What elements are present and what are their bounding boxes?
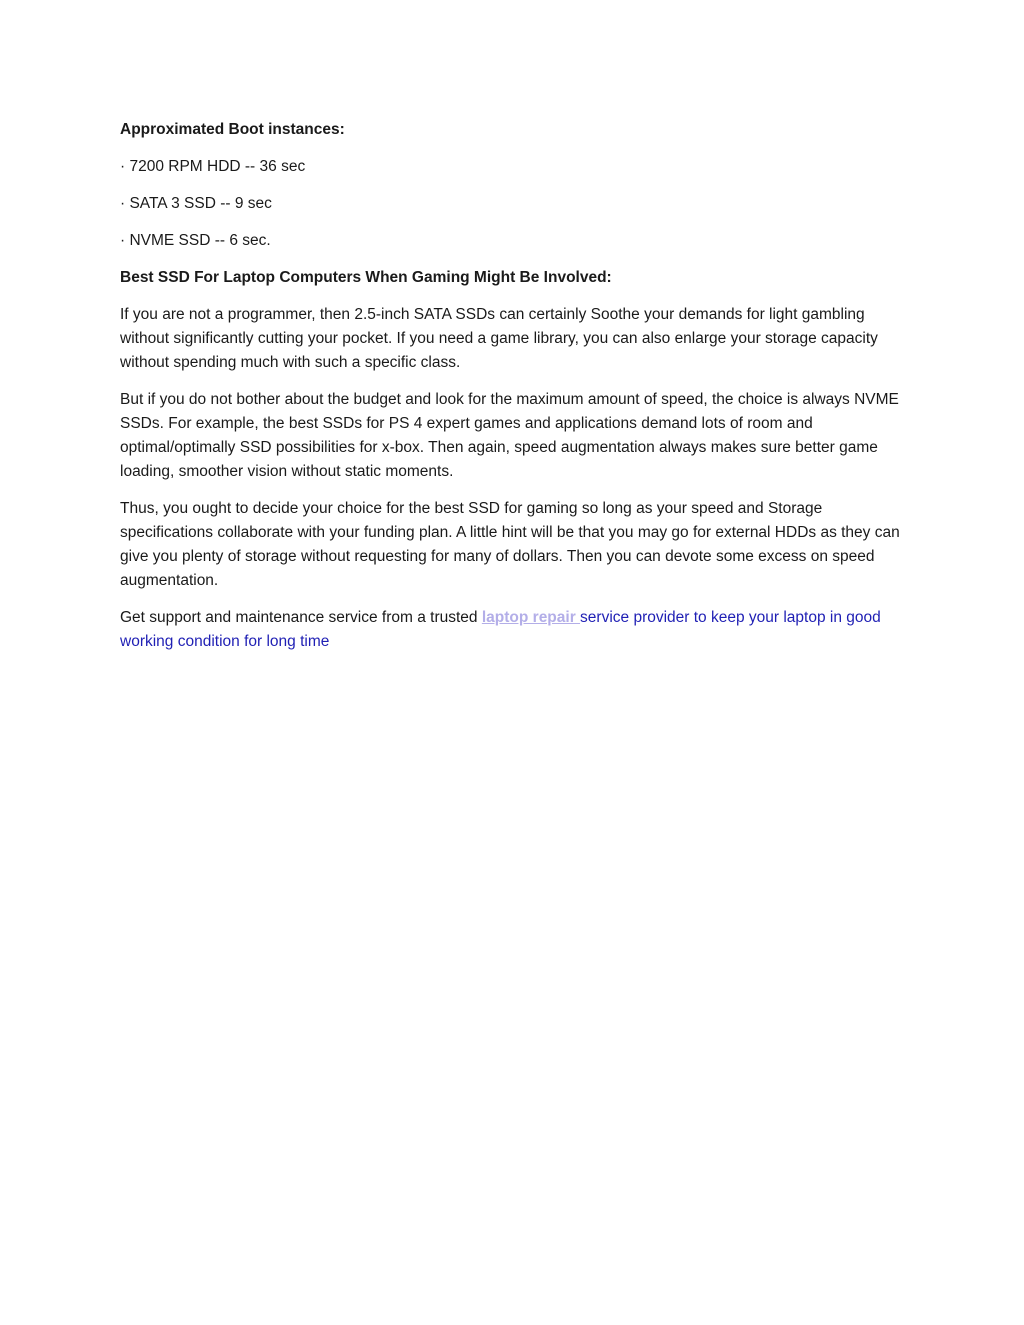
closing-paragraph [120, 606, 902, 654]
best-ssd-heading: Best SSD For Laptop Computers When Gaming Might Be Involved: [120, 269, 612, 286]
closing-suffix-link[interactable]: service provider to keep your laptop in good working condition for long time [120, 609, 881, 650]
bullet-hdd: · 7200 RPM HDD -- 36 sec [120, 158, 306, 175]
closing-prefix: Get support and maintenance service from a trusted [120, 609, 482, 626]
boot-instances-heading: Approximated Boot instances: [120, 121, 345, 138]
laptop-repair-link[interactable]: laptop repair [481, 609, 581, 626]
paragraph-sata: If you are not a programmer, then 2.5-inch SATA SSDs can certainly Soothe your demands for light gambling without significantly cutting your pocket. If you need a game library, you can also enlarge your storage capacity without spending much with such a specific class. [120, 306, 878, 371]
paragraph-nvme: But if you do not bother about the budget and look for the maximum amount of speed, the choice is always NVME SSDs. For example, the best SSDs for PS 4 expert games and applications demand lots of room and optimal/optimally SSD possibilities for x-box. Then again, speed augmentation always makes sure better game loading, smoother vision without static moments. [120, 391, 899, 480]
bullet-nvme-ssd: · NVME SSD -- 6 sec. [120, 232, 271, 249]
document-body [120, 118, 902, 667]
paragraph-decision: Thus, you ought to decide your choice for the best SSD for gaming so long as your speed and Storage specifications collaborate with your funding plan. A little hint will be that you may go for external HDDs as they can give you plenty of storage without requesting for many of dollars. Then you can devote some excess on speed augmentation. [120, 500, 900, 589]
bullet-sata-ssd: · SATA 3 SSD -- 9 sec [120, 195, 272, 212]
